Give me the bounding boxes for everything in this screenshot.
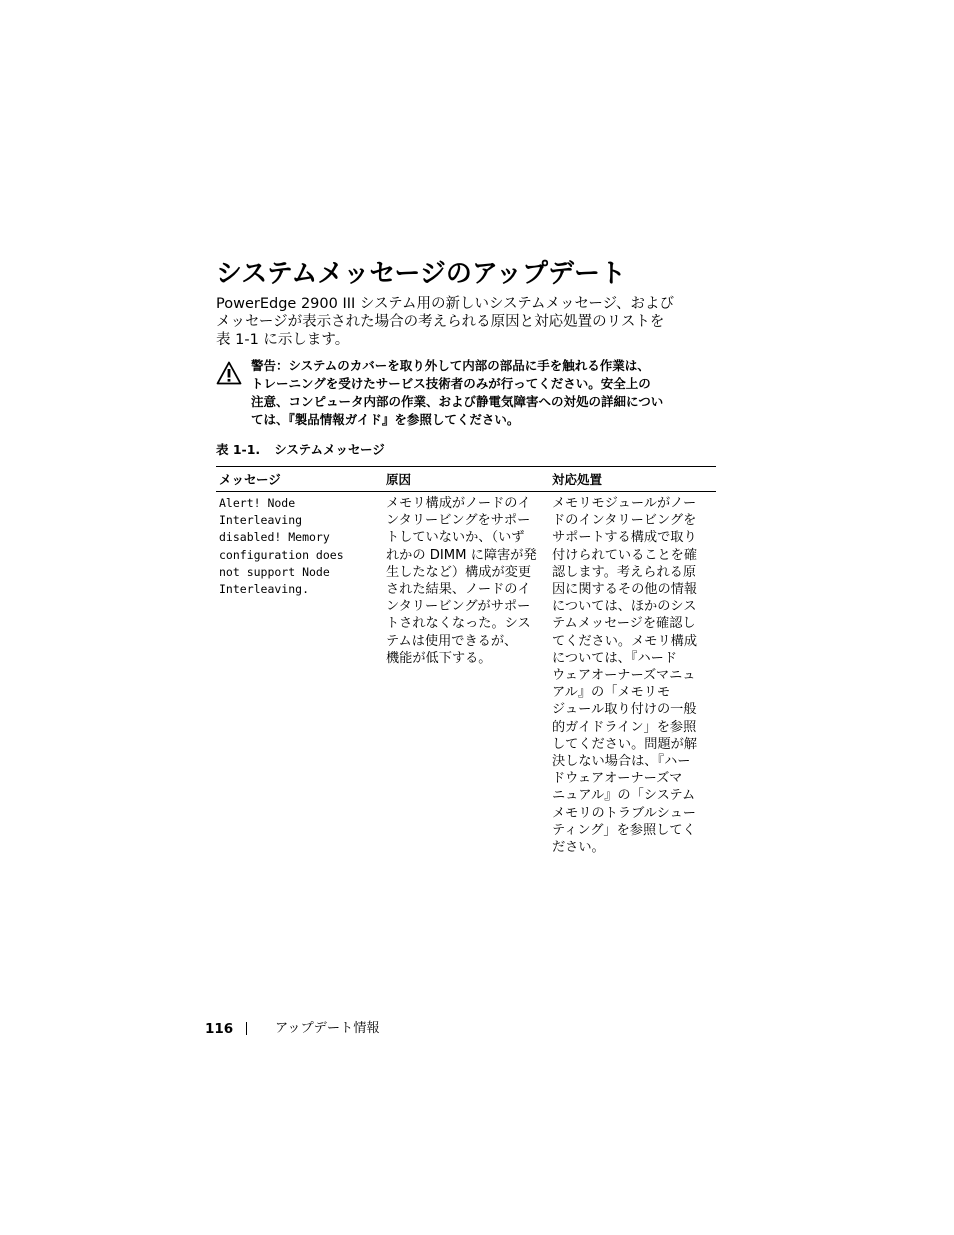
cell-line: ウェアオーナーズマニュ (552, 668, 696, 684)
cell-line: Interleaving. (219, 582, 310, 597)
cell-line: てください。メモリ構成 (552, 633, 698, 649)
warning-line: ては、『製品情報ガイド』を参照してください。 (251, 412, 520, 427)
cell-line: メモリ構成がノードのイ (386, 496, 531, 511)
cell-line: ドのインタリービングを (552, 513, 697, 529)
cell-line: ンタリービングをサポー (386, 513, 531, 529)
page-number: 116 (205, 1021, 234, 1037)
page-title: システムメッセージのアップデート (216, 259, 627, 289)
cell-line: 付けられていることを確 (552, 547, 698, 563)
cell-line: トされなくなった。シス (386, 616, 531, 632)
cell-line: サポートする構成で取り (552, 530, 697, 546)
column-header-message: メッセージ (219, 472, 281, 487)
cell-line: テムメッセージを確認し (552, 616, 696, 632)
cell-line: ださい。 (552, 840, 605, 856)
table-caption (216, 441, 385, 459)
chapter-title: アップデート情報 (275, 1021, 380, 1036)
warning-line: 注意、コンピュータ内部の作業、および静電気障害への対処の詳細につい (251, 394, 664, 409)
cell-line: Interleaving (219, 513, 303, 528)
cell-line: ドウェアオーナーズマ (552, 771, 683, 787)
cell-line: 認します。考えられる原 (552, 564, 697, 580)
cell-line: 決しない場合は、『ハー (552, 754, 691, 770)
cell-line: disabled! Memory (219, 530, 330, 545)
intro-line: 表 1-1 に示します。 (216, 332, 350, 348)
warning-line: 警告：システムのカバーを取り外して内部の部品に手を触れる作業は、 (251, 358, 650, 373)
column-header-cause: 原因 (386, 472, 412, 487)
cell-line: アル』の「メモリモ (552, 685, 671, 701)
cell-line: 因に関するその他の情報 (552, 582, 698, 598)
column-header-action: 対応処置 (552, 472, 603, 487)
message-cell (219, 495, 344, 598)
table-header-rule (216, 491, 716, 492)
cell-line: ジュール取り付けの一般 (552, 702, 697, 718)
cell-line: 生したなど）構成が変更 (386, 564, 532, 580)
page-footer (0, 1019, 954, 1039)
warning-line: トレーニングを受けたサービス技術者のみが行ってください。安全上の (251, 376, 651, 391)
cell-line: configuration does (219, 547, 344, 562)
cell-line: してください。問題が解 (552, 736, 698, 752)
warning-triangle-icon (216, 361, 242, 385)
cell-line: ンタリービングがサポー (386, 599, 531, 615)
cell-line: テムは使用できるが、 (386, 633, 518, 649)
table-caption-title: システムメッセージ (274, 442, 385, 457)
cell-line: Alert! Node (219, 496, 296, 510)
cell-line: メモリモジュールがノー (552, 496, 697, 511)
cell-line: された結果、ノードのイ (386, 582, 531, 598)
action-cell (552, 495, 697, 856)
cell-line: not support Node (219, 564, 330, 579)
cell-line: 的ガイドライン」を参照 (552, 719, 697, 735)
table-top-rule (216, 466, 716, 467)
cell-line: れかの DIMM に障害が発 (386, 547, 537, 563)
intro-paragraph (216, 295, 716, 349)
cell-line: ニュアル』の「システム (552, 788, 696, 804)
cell-line: メモリのトラブルシュー (552, 805, 696, 821)
warning-notice (251, 357, 721, 429)
intro-line: メッセージが表示された場合の考えられる原因と対応処置のリストを (216, 314, 665, 330)
cell-line: ティング」を参照してく (552, 822, 696, 838)
footer-separator (246, 1022, 247, 1035)
intro-line: PowerEdge 2900 III システム用の新しいシステムメッセージ、および (216, 296, 674, 312)
table-caption-number: 表 1-1. (216, 442, 261, 457)
cell-line: については、『ハード (552, 650, 678, 666)
cause-cell (386, 495, 537, 667)
cell-line: 機能が低下する。 (386, 650, 492, 666)
cell-line: については、ほかのシス (552, 599, 697, 615)
cell-line: トしていないか、（いず (386, 530, 525, 546)
